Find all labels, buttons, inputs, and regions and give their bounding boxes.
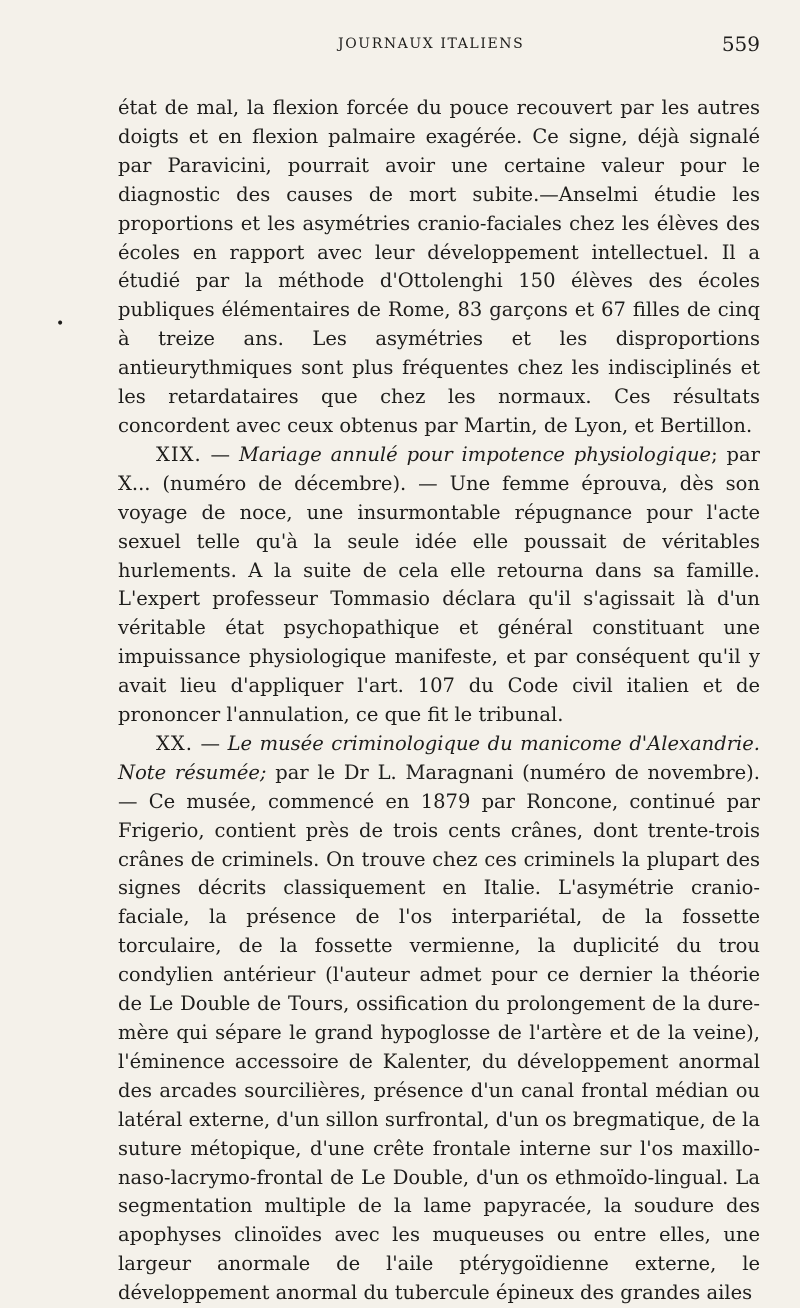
page-body [118,94,760,1308]
section-dash: — [201,442,239,466]
paragraph-continuation [118,94,760,441]
section-text: par le Dr L. Maragnani (numéro de novembre). — Ce musée, commencé en 1879 par Roncone, continué par Frigerio, contient près de trois cents crânes, dont trente-trois crânes de criminels. On trouve chez ces criminels la plupart des signes décrits classiquement en Italie. L'asymétrie cranio-faciale, la présence de l'os interpariétal, de la fossette torculaire, de la fossette vermienne, la duplicité du trou condylien antérieur (l'auteur admet pour ce dernier la théorie de Le Double de Tours, ossification du prolongement de la dure-mère qui sépare le grand hypoglosse de l'artère et de la veine), l'éminence accessoire de Kalenter, du développement anormal des arcades sourcilières, présence d'un canal frontal médian ou latéral externe, d'un sillon surfrontal, d'un os bregmatique, de la suture métopique, d'une crête frontale interne sur l'os maxillo-naso-lacrymo-frontal de Le Double, d'un os ethmoïdo-lingual. La segmentation multiple de la lame papyracée, la soudure des apophyses clinoïdes avec les muqueuses ou entre elles, une largeur anormale de l'aile ptérygoïdienne externe, le développement anormal du tubercule épineux des grandes ailes [118,760,760,1305]
running-head [118,28,760,64]
page-number: 559 [721,32,760,56]
section-title: Mariage annulé pour impotence physiologique [238,442,712,466]
section-xx [118,730,760,1308]
section-dash: — [192,731,228,755]
paragraph-text: état de mal, la flexion forcée du pouce recouvert par les autres doigts et en flexion palmaire exagérée. Ce signe, déjà signalé par Paravicini, pourrait avoir une certaine valeur pour le diagnostic des causes de mort subite.—Anselmi étudie les proportions et les asymétries cranio-faciales chez les élèves des écoles en rapport avec leur développement intellectuel. Il a étudié par la méthode d'Ottolenghi 150 élèves des écoles publiques élémentaires de Rome, 83 garçons et 67 filles de cinq à treize ans. Les asymétries et les disproportions antieurythmiques sont plus fréquentes chez les indisciplinés et les retardataires que chez les normaux. Ces résultats concordent avec ceux obtenus par Martin, de Lyon, et Bertillon. [118,96,760,437]
section-title: Le musée criminologique du manicome d'Alexandrie. Note résumée; [118,731,760,784]
section-number: XX. [156,731,193,755]
margin-bullet-mark: • [56,316,65,332]
section-text: ; par X... (numéro de décembre). — Une femme éprouva, dès son voyage de noce, une insurmontable répugnance pour l'acte sexuel telle qu'à la seule idée elle poussait de véritables hurlements. A la suite de cela elle retourna dans sa famille. L'expert professeur Tommasio déclara qu'il s'agissait là d'un véritable état psychopathique et général constituant une impuissance physiologique manifeste, et par conséquent qu'il y avait lieu d'appliquer l'art. 107 du Code civil italien et de prononcer l'annulation, ce que fit le tribunal. [118,442,760,727]
section-xix [118,441,760,730]
section-number: XIX. [156,442,202,466]
running-title: JOURNAUX ITALIENS [338,36,525,52]
